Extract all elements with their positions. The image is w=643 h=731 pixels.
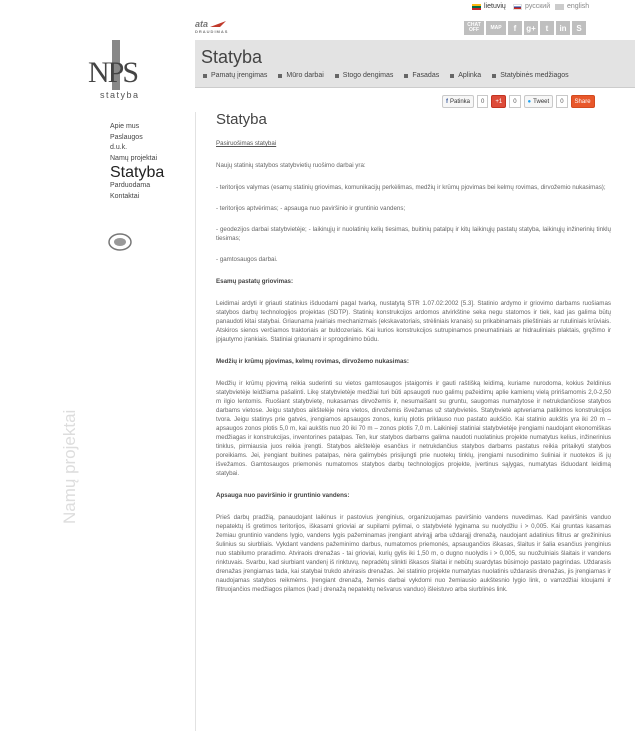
twitter-icon[interactable]: t — [540, 21, 554, 35]
lang-ru[interactable] — [513, 3, 550, 10]
like-label: Patinka — [450, 98, 471, 105]
sidebar-item-parduodama[interactable]: Parduodama — [110, 182, 151, 189]
linkedin-icon[interactable]: in — [556, 21, 570, 35]
ata-draudimas-logo[interactable] — [195, 20, 228, 36]
vertical-text: Namų projektai — [60, 409, 79, 524]
subheading-link[interactable]: Pasiruošimas statybai — [216, 140, 277, 147]
section-heading-2: Medžių ir krūmų pjovimas, kelmų rovimas, dirvožemo nukasimas: — [216, 358, 409, 365]
vertical-section-label — [52, 372, 82, 532]
lang-en-label: english — [567, 3, 590, 10]
facebook-icon[interactable]: f — [508, 21, 522, 35]
skype-icon[interactable]: S — [572, 21, 586, 35]
intro-paragraph: Naujų statinių statybos statybvietių ruošimo darbai yra: — [216, 162, 366, 169]
russia-flag-icon — [513, 4, 522, 10]
section-text-1: Leidimai ardyti ir griauti statinius išduodami pagal tvarką, nustatytą STR 1.07.02:2002 [5.3]. Statinio ardymo ir griovimo darbams ruošiamas statybos darbų technologijos projektas (SDTP). Statinių konstrukcijos ardomos atvirkštine seka negu statomos ir tiek, kad jas galima būtų panaudoti kitai statybai. Griaunama įvairiais mechanizmais (ekskavatoriais, strėliniais kranais) su prikabinamais plieštiniais ar rutuliniais krūviais. Atskiros sienos verčiamos traktoriais ar buldozeriais. Kai kurios konstrukcijos sutrupinamos pneumatiniais ar hidrauliniais plaktais, gręžimo ir įpjautymo įrankiais. Statiniai griaunami ir sprogdinimo būdu. — [216, 300, 611, 343]
nav-item-label: Mūro darbai — [286, 72, 324, 79]
nav-item-medziagos[interactable] — [492, 72, 568, 79]
sidebar-item-kontaktai[interactable]: Kontaktai — [110, 192, 140, 200]
nav-item-label: Statybinės medžiagos — [500, 72, 569, 79]
sidebar-item-statyba-current[interactable]: Statyba — [110, 164, 165, 181]
brand-name: ata — [195, 19, 209, 29]
lang-lt-label: lietuvių — [484, 3, 506, 10]
bullet-icon — [492, 74, 496, 78]
tweet-label: Tweet — [533, 98, 550, 105]
share-button[interactable] — [571, 95, 595, 108]
nps-logo-mark — [86, 40, 156, 104]
gplus-label: +1 — [495, 98, 503, 105]
list-paragraph-4: - gamtosaugos darbai. — [216, 256, 278, 263]
list-paragraph-3: - geodezijos darbai statybvietėje; - laikinųjų ir nuolatinių kelių tiesimas, buitinių patalpų ir kitų laikinųjų pastatų statyba, laikinųjų inžinerinių tinklų tiesimas; — [216, 226, 611, 242]
certificate-badge-icon[interactable] — [107, 232, 133, 252]
social-icons — [464, 21, 586, 35]
nav-item-pamatai[interactable] — [203, 72, 267, 79]
sidebar-item-projektai[interactable]: Namų projektai — [110, 154, 158, 162]
nav-item-label: Pamatų įrengimas — [211, 72, 268, 79]
bullet-icon — [450, 74, 454, 78]
logo-letters: NPS — [88, 56, 138, 89]
bullet-icon — [404, 74, 408, 78]
lithuania-flag-icon — [472, 4, 481, 10]
like-count: 0 — [477, 95, 488, 108]
bullet-icon — [278, 74, 282, 78]
logo-sub: statyba — [100, 90, 140, 100]
nav-item-fasadas[interactable] — [404, 72, 439, 79]
lang-ru-label: русский — [525, 3, 551, 10]
list-paragraph-2: - teritorijos aptvėrimas; - apsauga nuo paviršinio ir gruntinio vandens; — [216, 205, 406, 212]
bullet-icon — [335, 74, 339, 78]
tweet-count: 0 — [556, 95, 567, 108]
share-bar — [442, 95, 595, 108]
gplus-button[interactable] — [491, 95, 506, 108]
article-body — [216, 139, 611, 594]
brand-sub: DRAUDIMAS — [195, 29, 229, 34]
brand-swoosh-icon — [210, 20, 226, 28]
facebook-like-button[interactable] — [442, 95, 474, 108]
sidebar-menu — [110, 122, 164, 202]
page-title: Statyba — [201, 47, 263, 67]
sidebar-item-apie[interactable]: Apie mus — [110, 123, 140, 130]
google-plus-icon[interactable]: g+ — [524, 21, 538, 35]
uk-flag-icon — [555, 4, 564, 10]
chat-off-icon[interactable]: CHAT OFF — [464, 21, 484, 35]
sidebar-item-paslaugos[interactable]: Paslaugos — [110, 133, 143, 141]
map-icon[interactable]: MAP — [486, 21, 506, 35]
top-nav — [203, 72, 580, 79]
twitter-bird-icon: ● — [527, 98, 532, 105]
nav-item-label: Stogo dengimas — [342, 72, 394, 79]
nps-logo[interactable] — [86, 40, 156, 104]
section-heading-1: Esamų pastatų griovimas: — [216, 278, 294, 285]
section-text-3: Prieš darbų pradžią, panaudojant laikinus ir pastovius įrenginius, organizuojamas paviršinio vandens nuvedimas. Kad paviršinis vanduo nepatektų iš gretimos teritorijos, iškasami grioviai ar supilami pylimai, o statybvietė lyginama su nuolydžiu i > 0,005. Kai gruntas kasamas žemiau gruntinio vandens lygio, vandens lygis pažeminamas įrengiant atvirąjį arba uždarąjį drenažą, naudojant adatinius filtrus ar grežininius šulinius su siurbliais. Vykdant vandens pažeminimo darbus, numatomos priemonės, apsaugančios iškasas, šlaitus ir šalia esančius įrenginius nuo stabilumo praradimo. Atviraois drenažas - tai grioviai, kurių gylis iki 1,50 m, o dugno nuolydis i > 0,005, su nuožulniais šlaitais ir vandens rinktuvais. Svarbu, kad siurbiant vandenį iš rinktuvų, nepradėtų slinkti iškasos šlaitai ir nebūtų suardytas būsimojo pastato pagrindas. Uždarasis drenažas įrengiamas tada, kai statybai trukdo atvirasis drenažas. Jei statinio projekte numatytas nuolatinis uždarasis drenažas, jis įrengiamas ir naudojamas statybos reikmėms. Įrengiant drenažą, žemės darbai vykdomi nuo žemiausio aukštesnio lygio link, o vamzdžiai kloujami ir filtruojančios medžiagos pilamos (kad į drenažą nepatektų nešvarus vanduo) išleistuvo arba siurblinės link. — [216, 514, 611, 593]
nav-item-label: Fasadas — [412, 72, 440, 79]
nav-item-muro[interactable] — [278, 72, 323, 79]
nav-item-label: Aplinka — [458, 72, 482, 79]
section-heading-3: Apsauga nuo paviršinio ir gruntinio vandens: — [216, 492, 350, 499]
sidebar-item-duk[interactable]: d.u.k. — [110, 144, 128, 151]
sidebar-divider — [195, 112, 196, 731]
section-text-2: Medžių ir krūmų pjovimą reikia suderinti su vietos gamtosaugos įstaigomis ir gauti raštišką leidimą, kuriame nurodoma, kokius želdinius statybvietėje leidžiama pašalinti. Likę statybvietėje medžiai turi būti apsaugoti nuo galimų pažeidimų aplie kamienų vielą pririšamomis 2,0-2,50 m ilgio lentomis. Ruošiant statybvietę, nukasamas dirvožemis ir, nesumaišant su gruntu, saugomas numatytose ir netrukdančiose statybos darbams vietose. Jeigu statybos aikštelėje nėra vietos, dirvožemis išvežamas už statybvietės. Statybvietė aptveriama patikimos konstrukcijos tvora. Jeigu statinys prie gatvės, įrengiamos apsaugos zonos, kurių plotis priklauso nuo pastato aukščio. Kai statinio aukštis yra iki 20 m – apsaugos zonos plotis 5,0 m, kai aukštis nuo 20 iki 70 m – zonos plotis 7,0 m. Laikinieji statiniai statybvietėje įrengiami naudojant ekonomiškas medžiagas ir konstrukcijas, inventorines patalpas. Ten, kur statybos darbams galima naudoti nuolatinius projekte numatytus kelius, inžinerinius tinklus, pirmiausia juos reikia įrengti. Statybos aikštelėje esančius ir netrukdančius statybos darbams pastatus reikia pritaikyti statybos poreikiams. Jei, įrengiant buitines patalpas, nėra galimybės prisijungti prie nuotekų tinklų, įrengiami nusodinimo šuliniai ir nuotekos iš jų išvežamos. Gamtosaugos priemonės numatomos statybos darbų technologijos projekte, įvertinus sąlygas, numatytas išduodant leidimą statybai. — [216, 380, 611, 477]
nav-item-aplinka[interactable] — [450, 72, 481, 79]
share-label: Share — [574, 98, 591, 105]
thumb-icon: f — [446, 98, 448, 105]
lang-lt[interactable] — [472, 3, 506, 10]
list-paragraph-1: - teritorijos valymas (esamų statinių griovimas, komunikacijų perkėlimas, medžių ir krūmų pjovimas bei kelmų rovimas, dirvožemio nukasimas); — [216, 184, 606, 191]
tweet-button[interactable] — [524, 95, 554, 108]
lang-en[interactable] — [555, 3, 589, 10]
gplus-count: 0 — [509, 95, 520, 108]
content-title: Statyba — [216, 111, 267, 128]
nav-item-stogo[interactable] — [335, 72, 394, 79]
bullet-icon — [203, 74, 207, 78]
